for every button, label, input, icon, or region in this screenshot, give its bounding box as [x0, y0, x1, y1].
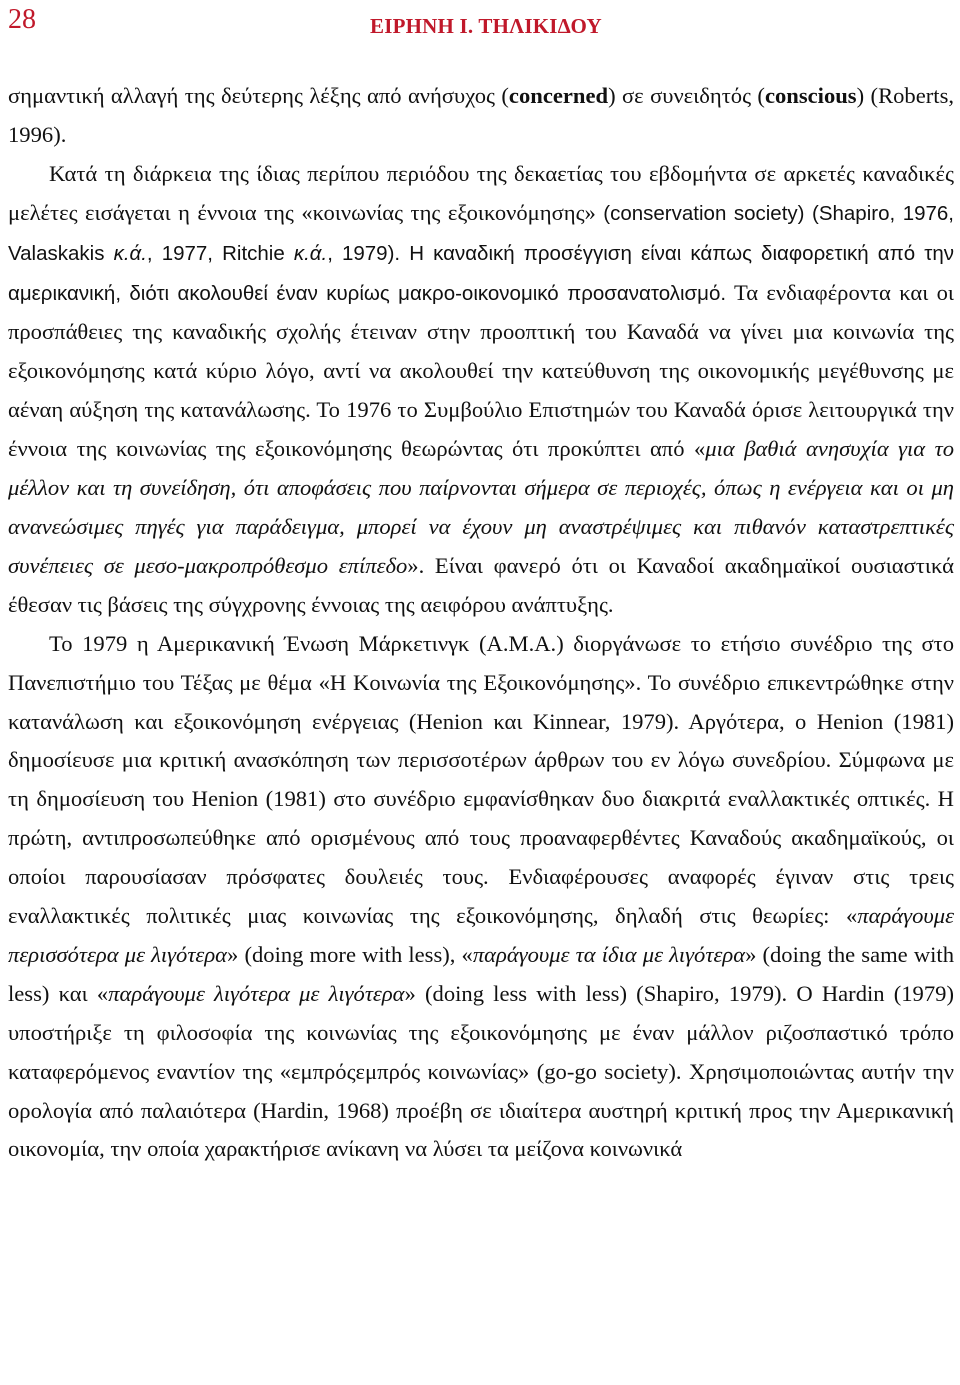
- citation-et-al: κ.ά.: [293, 241, 328, 265]
- paragraph-1: [8, 77, 954, 155]
- citation-sans: (conservation society) (Shapiro, 1976, Valaskakis: [8, 201, 954, 265]
- text-run-sans: Η καναδική προσέγγιση είναι κάπως διαφορετική από την αμερικανική, διότι ακολουθεί έναν κυρίως μακρο-οικονομικό προσανατολισμό.: [8, 241, 954, 305]
- body-text: [8, 77, 954, 1169]
- text-run: ) σε συνειδητός (: [608, 83, 765, 108]
- text-run: » (doing less with less) (Shapiro, 1979). Ο Hardin (1979) υποστήριξε τη φιλοσοφία της κοινωνίας της εξοικονόμησης με έναν μάλλον ριζοσπαστικό τρόπο καταφερόμενος εναντίον της «εμπρόςεμπρός κοινωνίας» (go-go society). Χρησιμοποιώντας αυτήν την ορολογία από παλαιότερα (Hardin, 1968) προέβη σε ιδιαίτερα αυστηρή κριτική προς την Αμερικανική οικονομία, την οποία χαρακτήρισε ανίκανη να λύσει τα μείζονα κοινωνικά: [8, 980, 954, 1162]
- text-run: Τα ενδιαφέροντα και οι προσπάθειες της καναδικής σχολής έτειναν στην προοπτική του Καναδά να γίνει μια κοινωνία της εξοικονόμησης κατά κύριο λόγο, αντί να ακολουθεί την κατεύθυνση της οικονομικής μεγέθυνσης με αέναη αύξηση της κατανάλωσης. Το 1976 το Συμβούλιο Επιστημών του Καναδά όρισε λειτουργικά την έννοια της κοινωνίας της εξοικονόμησης θεωρώντας ότι προκύπτει από «: [8, 279, 954, 462]
- page-number: 28: [8, 4, 36, 35]
- text-run: » (doing the same with less) και «: [8, 941, 954, 1006]
- quote-italic: παράγουμε περισσότερα με λιγότερα: [8, 903, 954, 967]
- paragraph-3: [8, 625, 954, 1170]
- text-run: Κατά τη διάρκεια της ίδιας περίπου περιόδου της δεκαετίας του εβδομήντα σε αρκετές καναδικές μελέτες εισάγεται η έννοια της «κοινωνίας της εξοικονόμησης»: [8, 160, 954, 225]
- text-run: ». Είναι φανερό ότι οι Καναδοί ακαδημαϊκοί ουσιαστικά έθεσαν τις βάσεις της σύγχρονης έννοιας της αειφόρου ανάπτυξης.: [8, 552, 954, 617]
- page-header: [0, 0, 960, 60]
- text-run: » (doing more with less), «: [227, 941, 473, 967]
- running-head: ΕΙΡΗΝΗ Ι. ΤΗΛΙΚΙΔΟΥ: [370, 14, 602, 38]
- term-concerned: concerned: [508, 83, 609, 108]
- term-conscious: conscious: [764, 83, 857, 108]
- citation-sans: , 1977, Ritchie: [146, 241, 294, 265]
- quote-italic: παράγουμε λιγότερα με λιγότερα: [108, 980, 405, 1006]
- quote-italic: παράγουμε τα ίδια με λιγότερα: [472, 941, 746, 967]
- text-run: ) (Roberts, 1996).: [8, 83, 955, 147]
- citation-et-al: κ.ά.: [113, 241, 147, 265]
- text-run: Το 1979 η Αμερικανική Ένωση Μάρκετινγκ (Α.Μ.Α.) διοργάνωσε το ετήσιο συνέδριο της στο Πανεπιστήμιο του Τέξας με θέμα «Η Κοινωνία της Εξοικονόμησης». Το συνέδριο επικεντρώθηκε στην κατανάλωση και εξοικονόμηση ενέργειας (Henion και Kinnear, 1979). Αργότερα, ο Henion (1981) δημοσίευσε μια κριτική ανασκόπηση των περισσοτέρων άρθρων του εν λόγω συνεδρίου. Σύμφωνα με τη δημοσίευση του Henion (1981) στο συνέδριο εμφανίσθηκαν δυο διακριτά εναλλακτικές οπτικές. Η πρώτη, αντιπροσωπεύθηκε από ορισμένους από τους προαναφερθέντες Καναδούς ακαδημαϊκούς, οι οποίοι παρουσίασαν πρόσφατες δουλειές τους. Ενδιαφέρουσες αναφορές έγιναν στις τρεις εναλλακτικές πολιτικές μιας κοινωνίας της εξοικονόμησης, δηλαδή στις θεωρίες: «: [8, 630, 954, 929]
- quote-italic: μια βαθιά ανησυχία για το μέλλον και τη συνείδηση, ότι αποφάσεις που παίρνονται σήμερα σε περιοχές, όπως η ενέργεια και οι μη ανανεώσιμες πηγές για παράδειγμα, μπορεί να έχουν μη αναστρέψιμες και πιθανόν καταστρεπτικές συνέπειες σε μεσο-μακροπρόθεσμο επίπεδο: [8, 436, 954, 578]
- paragraph-2: [8, 155, 954, 625]
- text-run: σημαντική αλλαγή της δεύτερης λέξης από ανήσυχος (: [8, 83, 509, 108]
- citation-sans: , 1979).: [327, 241, 401, 265]
